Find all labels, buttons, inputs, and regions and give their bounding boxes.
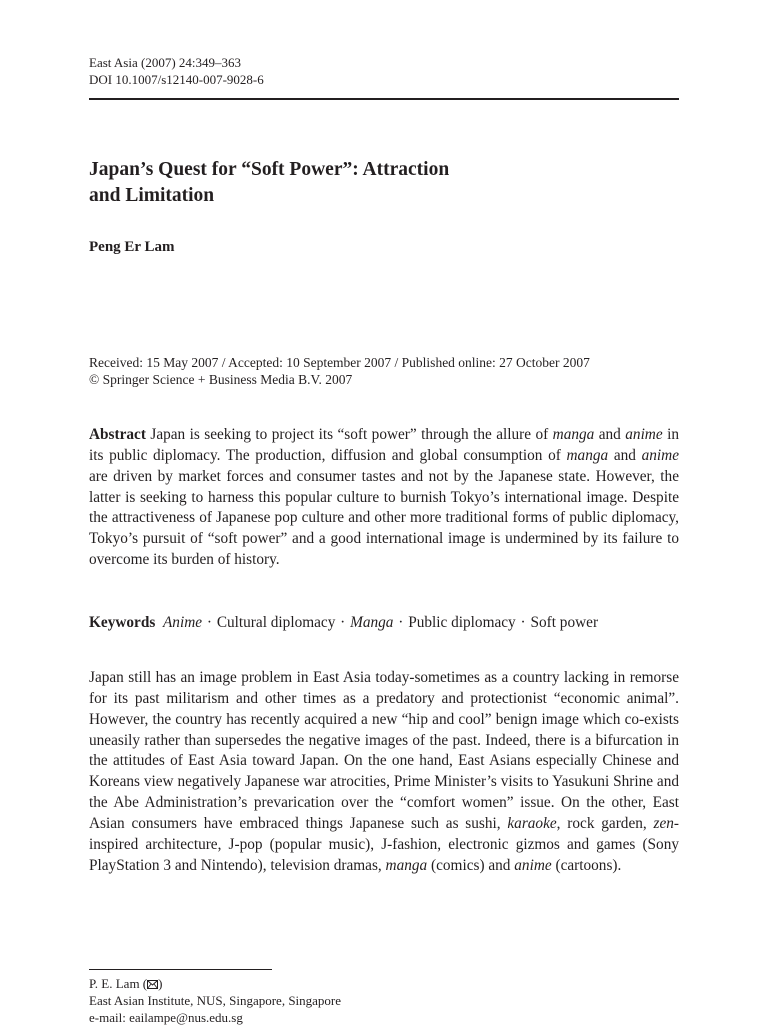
abstract-text: and	[594, 426, 626, 443]
abstract-term: manga	[552, 426, 595, 443]
copyright-line: © Springer Science + Business Media B.V. 2007	[89, 372, 353, 387]
abstract-term: anime	[641, 446, 679, 464]
journal-citation: East Asia (2007) 24:349–363	[89, 55, 242, 70]
body-term: anime	[514, 856, 552, 874]
keywords-label: Keywords	[89, 614, 156, 631]
keywords	[89, 612, 598, 633]
abstract-term: manga	[566, 446, 609, 464]
body-term: zen	[653, 814, 674, 832]
article-page	[89, 0, 679, 1024]
body-text: -inspired architecture, J-pop (popular music), J-fashion, electronic gizmos and games (Sony PlayStation 3 and Nintendo), television dramas,	[89, 814, 680, 874]
body-text: , rock garden,	[556, 814, 654, 832]
keyword-separator: ·	[398, 614, 404, 631]
abstract-text: Japan is seeking to project its “soft power” through the allure of	[145, 426, 553, 443]
abstract-text: in its public diplomacy. The production, diffusion and global consumption of	[89, 426, 679, 464]
keyword-item: Cultural diplomacy	[216, 614, 336, 631]
title-line-1: Japan’s Quest for “Soft Power”: Attraction	[89, 159, 450, 180]
article-title	[89, 157, 649, 209]
abstract-term: anime	[625, 426, 663, 443]
body-term: manga	[385, 856, 428, 874]
body-text: Japan still has an image problem in East Asia today-sometimes as a country lacking in remorse for its past militarism and other times as a predatory and protectionist “economic animal”. However, the country has recently acquired a new “hip and cool” benign image which co-exists uneasily rather than supersedes the negative images of the past. Indeed, there is a bifurcation in the attitudes of East Asia toward Japan. On the one hand, East Asians especially Chinese and Koreans view negatively Japanese war atrocities, Prime Minister’s visits to Yasukuni Shrine and the Abe Administration’s prevarication over the “comfort women” issue. On the other, East Asian consumers have embraced things Japanese such as sushi,	[89, 669, 679, 832]
abstract	[89, 425, 679, 571]
body-paragraph	[89, 668, 679, 876]
header-rule	[89, 98, 679, 100]
body-text: (comics) and	[427, 856, 515, 874]
keyword-item: Manga	[350, 614, 394, 631]
abstract-label: Abstract	[89, 426, 146, 443]
envelope-icon	[147, 980, 158, 989]
footnote-rule	[89, 969, 272, 970]
journal-doi: DOI 10.1007/s12140-007-9028-6	[89, 72, 264, 87]
abstract-text: and	[608, 446, 642, 464]
author-name: Peng Er Lam	[89, 239, 175, 255]
title-line-2: and Limitation	[89, 185, 215, 206]
footnote-affiliation: East Asian Institute, NUS, Singapore, Singapore	[89, 993, 342, 1008]
keyword-item: Public diplomacy	[408, 614, 516, 631]
footnote-author-close: )	[158, 976, 163, 991]
body-term: karaoke	[507, 814, 557, 832]
body-text: (cartoons).	[551, 856, 622, 874]
keyword-item: Soft power	[530, 614, 599, 631]
footnote-author-name: P. E. Lam (	[89, 976, 148, 991]
keyword-separator: ·	[340, 614, 346, 631]
footnote-author	[89, 975, 162, 992]
keyword-separator: ·	[206, 614, 212, 631]
footnote-email[interactable]: e-mail: eailampe@nus.edu.sg	[89, 1010, 243, 1025]
keyword-separator: ·	[520, 614, 526, 631]
keyword-item: Anime	[162, 614, 203, 631]
abstract-text: are driven by market forces and consumer tastes and not by the Japanese state. However, the latter is seeking to harness this popular culture to burnish Tokyo’s international image. Despite the attractiveness of Japanese pop culture and other more traditional forms of public diplomacy, Tokyo’s pursuit of “soft power” and a good international image is undermined by its failure to overcome its burden of history.	[89, 467, 679, 569]
publication-dates: Received: 15 May 2007 / Accepted: 10 September 2007 / Published online: 27 October 2007	[89, 355, 590, 370]
